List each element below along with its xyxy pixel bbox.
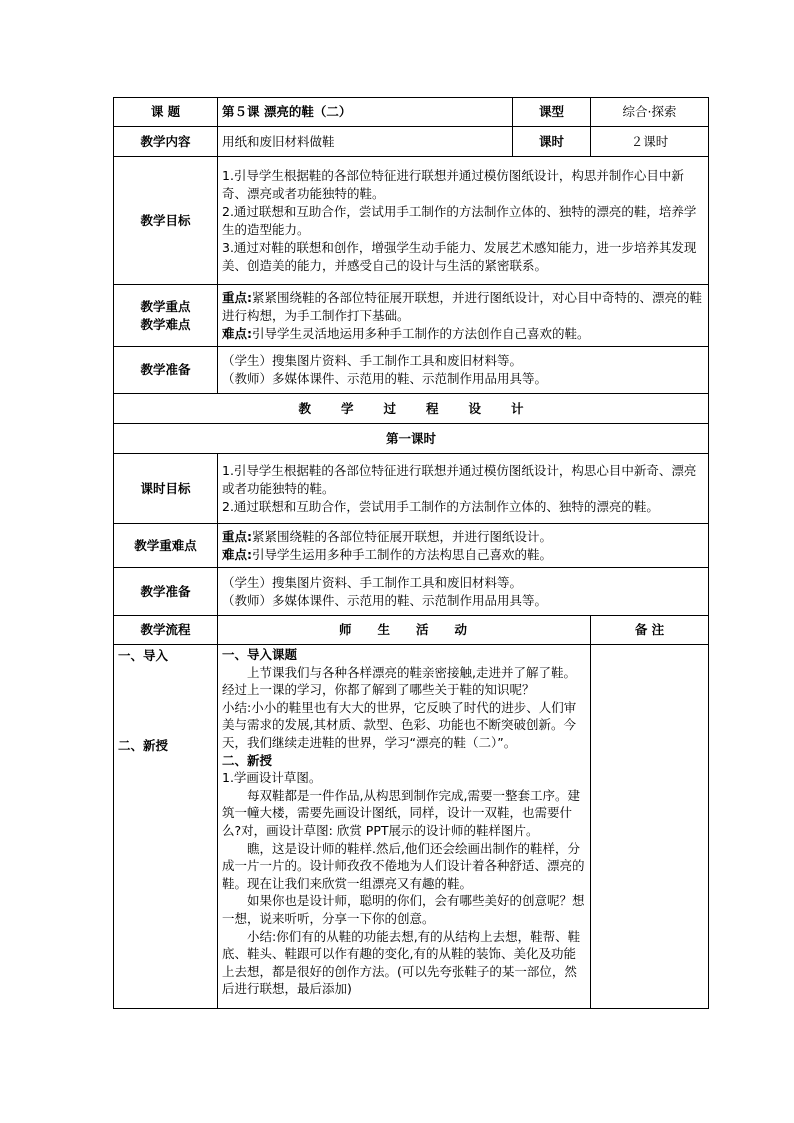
- hours-label: 课时: [513, 127, 591, 157]
- difficulty-text: 引导学生灵活地运用多种手工制作的方法创作自己喜欢的鞋。: [252, 325, 590, 341]
- class-difficulty-line: [222, 546, 704, 564]
- flow-activity: [218, 645, 591, 1009]
- class-goals-content: [218, 454, 709, 524]
- row-class-key: [114, 524, 709, 568]
- row-process-title: [114, 394, 709, 424]
- class-goal-item: 2.通过联想和互助合作，尝试用手工制作的方法制作立体的、独特的漂亮的鞋。: [222, 498, 659, 514]
- row-class-prep: [114, 568, 709, 616]
- lesson-plan-table: [113, 97, 709, 1009]
- prep-line: （教师）多媒体课件、示范用的鞋、示范制作用品用具等。: [222, 371, 548, 386]
- class-difficulty-text: 引导学生运用多种手工制作的方法构思自己喜欢的鞋。: [252, 546, 553, 562]
- goal-item: 2.通过联想和互助合作，尝试用手工制作的方法制作立体的、独特的漂亮的鞋，培养学生的造型能力。: [222, 203, 697, 237]
- step-1: 1.学画设计草图。: [222, 770, 322, 786]
- flow-header-label: 教学流程: [114, 616, 218, 645]
- flow-notes: [591, 645, 709, 1009]
- intro-summary: 小结:小小的鞋里也有大大的世界，它反映了时代的进步、人们审美与需求的发展,其材质、款型、色彩、功能也不断突破创新。今天，我们继续走进鞋的世界，学习“漂亮的鞋（二）”。: [222, 699, 577, 750]
- class-key-label: 教学重难点: [114, 524, 218, 568]
- difficulty-label: 教学难点: [140, 316, 191, 332]
- class-focus-title: 重点:: [222, 528, 252, 544]
- content-label: 教学内容: [114, 127, 218, 157]
- class-prep-content: [218, 568, 709, 616]
- new-heading: 二、新授: [222, 752, 273, 768]
- keypoints-label: [114, 285, 218, 347]
- row-goals: [114, 157, 709, 285]
- row-flow-body: [114, 645, 709, 1009]
- subject-label: 课 题: [114, 98, 218, 127]
- type-value: 综合·探索: [591, 98, 709, 127]
- focus-title: 重点:: [222, 289, 252, 305]
- keypoints-content: [218, 285, 709, 347]
- hours-value: ２课时: [591, 127, 709, 157]
- class-goal-item: 1.引导学生根据鞋的各部位特征进行联想并通过模仿图纸设计，构思心目中新奇、漂亮或者功能独特的鞋。: [222, 462, 697, 496]
- new-paragraph: 每双鞋都是一件作品,从构思到制作完成,需要一整套工序。建筑一幢大楼，需要先画设计图纸，同样，设计一双鞋，也需要什么?对，画设计草图: 欣赏 PPT展示的设计师的鞋样图片。: [222, 787, 580, 838]
- intro-heading: 一、导入课题: [222, 647, 298, 662]
- notes-header: 备 注: [591, 616, 709, 645]
- stage-intro: 一、导入: [118, 648, 169, 663]
- class-goals-label: 课时目标: [114, 454, 218, 524]
- prep-content: [218, 347, 709, 394]
- intro-paragraph: 上节课我们与各种各样漂亮的鞋亲密接触,走进并了解了鞋。经过上一课的学习，你都了解到了哪些关于鞋的知识呢？: [222, 664, 576, 698]
- row-first-class: [114, 424, 709, 454]
- goal-item: 1.引导学生根据鞋的各部位特征进行联想并通过模仿图纸设计，构思并制作心目中新奇、漂亮或者功能独特的鞋。: [222, 167, 684, 201]
- goals-label: 教学目标: [114, 157, 218, 285]
- row-content: [114, 127, 709, 157]
- row-keypoints: [114, 285, 709, 347]
- stage-new: 二、新授: [118, 738, 169, 753]
- process-title: 教学过程设计: [114, 394, 709, 424]
- goal-item: 3.通过对鞋的联想和创作，增强学生动手能力、发展艺术感知能力，进一步培养其发现美、创造美的能力，并感受自己的设计与生活的紧密联系。: [222, 239, 697, 273]
- activity-header: 师生活动: [218, 616, 591, 645]
- class-key-content: [218, 524, 709, 568]
- new-paragraph: 瞧，这是设计师的鞋样.然后,他们还会绘画出制作的鞋样，分成一片一片的。设计师孜孜不倦地为人们设计着各种舒适、漂亮的鞋。现在让我们来欣赏一组漂亮又有趣的鞋。: [222, 840, 585, 891]
- class-prep-line: （学生）搜集图片资料、手工制作工具和废旧材料等。: [222, 574, 523, 590]
- focus-label: 教学重点: [140, 298, 191, 314]
- class-focus-line: [222, 528, 704, 546]
- row-flow-header: [114, 616, 709, 645]
- class-prep-label: 教学准备: [114, 568, 218, 616]
- new-paragraph: 如果你也是设计师，聪明的你们，会有哪些美好的创意呢？想一想，说来听听，分享一下你的创意。: [222, 893, 585, 926]
- goals-content: [218, 157, 709, 285]
- row-prep: [114, 347, 709, 394]
- new-summary: 小结:你们有的从鞋的功能去想,有的从结构上去想，鞋帮、鞋底、鞋头、鞋跟可以作有趣的变化,有的从鞋的装饰、美化及功能上去想，都是很好的创作方法。(可以先夸张鞋子的某一部位，然后进行联想，最后添加): [222, 928, 581, 997]
- first-class-title: 第一课时: [114, 424, 709, 454]
- subject-value: 第５课 漂亮的鞋（二）: [218, 98, 513, 127]
- difficulty-title: 难点:: [222, 325, 252, 341]
- difficulty-line: [222, 325, 704, 343]
- row-subject: [114, 98, 709, 127]
- prep-label: 教学准备: [114, 347, 218, 394]
- class-focus-text: 紧紧围绕鞋的各部位特征展开联想，并进行图纸设计。: [252, 528, 553, 544]
- content-value: 用纸和废旧材料做鞋: [218, 127, 513, 157]
- row-class-goals: [114, 454, 709, 524]
- class-prep-line: （教师）多媒体课件、示范用的鞋、示范制作用品用具等。: [222, 592, 548, 608]
- focus-line: [222, 289, 704, 325]
- prep-line: （学生）搜集图片资料、手工制作工具和废旧材料等。: [222, 353, 523, 368]
- class-difficulty-title: 难点:: [222, 546, 252, 562]
- type-label: 课型: [513, 98, 591, 127]
- flow-stages: [114, 645, 218, 1009]
- focus-text: 紧紧围绕鞋的各部位特征展开联想，并进行图纸设计，对心目中奇特的、漂亮的鞋进行构想，为手工制作打下基础。: [222, 289, 703, 323]
